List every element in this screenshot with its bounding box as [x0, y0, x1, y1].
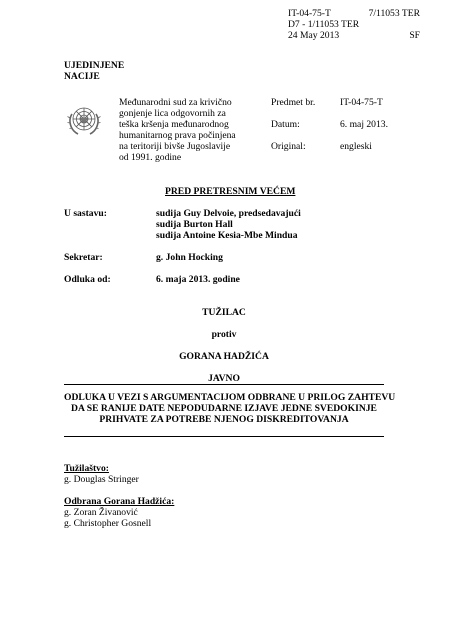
- original-language-label: Original:: [271, 141, 306, 152]
- judge-1: sudija Guy Delvoie, predsedavajući: [156, 208, 301, 219]
- date-label: Datum:: [271, 119, 300, 130]
- prosecution-member-1: g. Douglas Stringer: [64, 474, 139, 485]
- tribunal-line-5: na teritoriji bivše Jugoslavije: [119, 141, 231, 152]
- original-language-value: engleski: [340, 141, 372, 152]
- judge-3: sudija Antoine Kesia-Mbe Mindua: [156, 230, 298, 241]
- defence-member-1: g. Zoran Živanović: [64, 507, 138, 518]
- decision-date-value: 6. maja 2013. godine: [156, 274, 240, 285]
- tribunal-line-1: Međunarodni sud za krivično: [119, 97, 232, 108]
- public-status: JAVNO: [208, 373, 240, 384]
- filing-date: 24 May 2013: [288, 30, 340, 41]
- document-ref: D7 - 1/11053 TER: [288, 19, 360, 30]
- date-value: 6. maj 2013.: [340, 119, 388, 130]
- decision-title-line-3: PRIHVATE ZA POTREBE NJENOG DISKREDITOVANJA: [99, 414, 349, 425]
- defence-member-2: g. Christopher Gosnell: [64, 518, 152, 529]
- chamber-title: PRED PRETRESNIM VEĆEM: [165, 186, 296, 197]
- tribunal-line-6: od 1991. godine: [119, 152, 182, 163]
- tribunal-line-4: humanitarnog prava počinjena: [119, 130, 236, 141]
- tribunal-line-2: gonjenje lica odgovornih za: [119, 108, 226, 119]
- un-emblem-icon: [64, 100, 104, 140]
- decision-date-label: Odluka od:: [64, 274, 111, 285]
- prosecutor-heading: TUŽILAC: [202, 307, 246, 318]
- prosecution-label: Tužilaštvo:: [64, 463, 109, 474]
- accused-heading: GORANA HADŽIĆA: [179, 351, 269, 362]
- judge-2: sudija Burton Hall: [156, 219, 233, 230]
- org-name-line1: UJEDINJENE: [64, 60, 125, 71]
- case-number-value: IT-04-75-T: [340, 97, 383, 108]
- filing-initials: SF: [409, 30, 420, 41]
- case-number-ref: IT-04-75-T: [288, 8, 331, 19]
- composition-label: U sastavu:: [64, 208, 107, 219]
- registrar-label: Sekretar:: [64, 252, 103, 263]
- registrar-value: g. John Hocking: [156, 252, 223, 263]
- org-name-line2: NACIJE: [64, 71, 100, 82]
- title-rule-top: [64, 384, 384, 385]
- header-ref-line2: [288, 19, 420, 30]
- decision-title-line-1: ODLUKA U VEZI S ARGUMENTACIJOM ODBRANE U PRILOG ZAHTEVU: [64, 392, 396, 403]
- header-ref-line3: [288, 30, 420, 41]
- defence-label: Odbrana Gorana Hadžića:: [64, 496, 175, 507]
- title-rule-bottom: [64, 436, 384, 437]
- header-ref-line1: [288, 8, 420, 19]
- tribunal-line-3: teška kršenja međunarodnog: [119, 119, 229, 130]
- page-ref: 7/11053 TER: [368, 8, 420, 19]
- versus-heading: protiv: [211, 329, 237, 340]
- decision-title-line-2: DA SE RANIJE DATE NEPODUDARNE IZJAVE JEDNE SVEDOKINJE: [71, 403, 377, 414]
- case-number-label: Predmet br.: [271, 97, 316, 108]
